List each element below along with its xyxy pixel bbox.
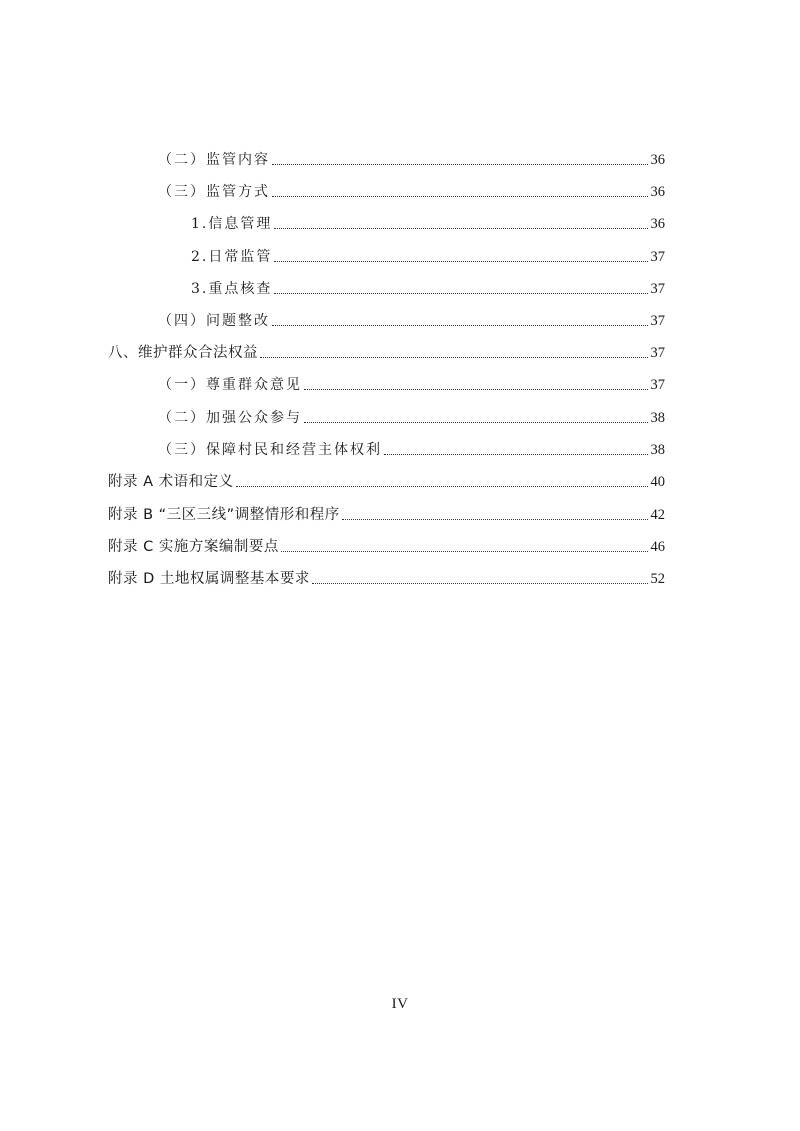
toc-entry-page: 37 [650,281,665,297]
toc-entry-page: 36 [650,216,665,232]
toc-entry-label: 附录 D 土地权属调整基本要求 [108,571,310,587]
toc-entry-page: 38 [650,442,665,458]
toc-entry [0,339,800,363]
toc-entry-page: 37 [650,313,665,329]
toc-entry [0,436,800,460]
toc-leader-dots [274,260,647,262]
toc-entry-label: （四）问题整改 [158,313,270,329]
toc-entry [0,307,800,331]
toc-leader-dots [304,421,648,423]
toc-leader-dots [274,292,647,294]
toc-entry [0,210,800,234]
toc-entry-page: 36 [650,184,665,200]
toc-entry-page: 37 [650,377,665,393]
page-number: IV [391,996,409,1012]
toc-leader-dots [274,227,647,229]
toc-leader-dots [260,356,648,358]
toc-entry [0,243,800,267]
toc-entry-page: 36 [650,152,665,168]
toc-entry-label: （三）监管方式 [158,184,270,200]
toc-entry-label: 2.日常监管 [191,249,273,265]
toc-entry [0,404,800,428]
toc-entry-page: 37 [650,345,665,361]
toc-entry-page: 52 [650,571,665,587]
toc-entry [0,275,800,299]
toc-leader-dots [312,582,648,584]
toc-leader-dots [236,485,648,487]
toc-leader-dots [342,518,648,520]
toc-leader-dots [384,453,648,455]
toc-entry [0,565,800,589]
toc-entry [0,371,800,395]
toc-entry-label: 八、维护群众合法权益 [108,345,258,361]
toc-entry [0,501,800,525]
toc-entry-label: （一）尊重群众意见 [158,377,302,393]
toc-entry-label: （三）保障村民和经营主体权利 [158,442,382,458]
toc-entry-page: 40 [650,474,665,490]
toc-entry-label: 附录 B “三区三线”调整情形和程序 [108,507,340,523]
toc-entry [0,146,800,170]
toc-entry-label: 1.信息管理 [191,216,273,232]
toc-entry-label: （二）加强公众参与 [158,410,302,426]
toc-entry [0,468,800,492]
toc-entry-label: 附录 C 实施方案编制要点 [108,539,279,555]
toc-entry-label: 附录 A 术语和定义 [108,474,234,490]
toc-entry-page: 38 [650,410,665,426]
toc-entry-page: 46 [650,539,665,555]
toc-entry-label: 3.重点核查 [191,281,273,297]
toc-leader-dots [304,388,648,390]
toc-entry-page: 37 [650,249,665,265]
toc-entry [0,178,800,202]
toc-leader-dots [281,550,648,552]
toc-leader-dots [272,163,648,165]
toc-leader-dots [272,324,648,326]
toc-leader-dots [272,195,648,197]
toc-entry-label: （二）监管内容 [158,152,270,168]
toc-entry [0,533,800,557]
toc-entry-page: 42 [650,507,665,523]
